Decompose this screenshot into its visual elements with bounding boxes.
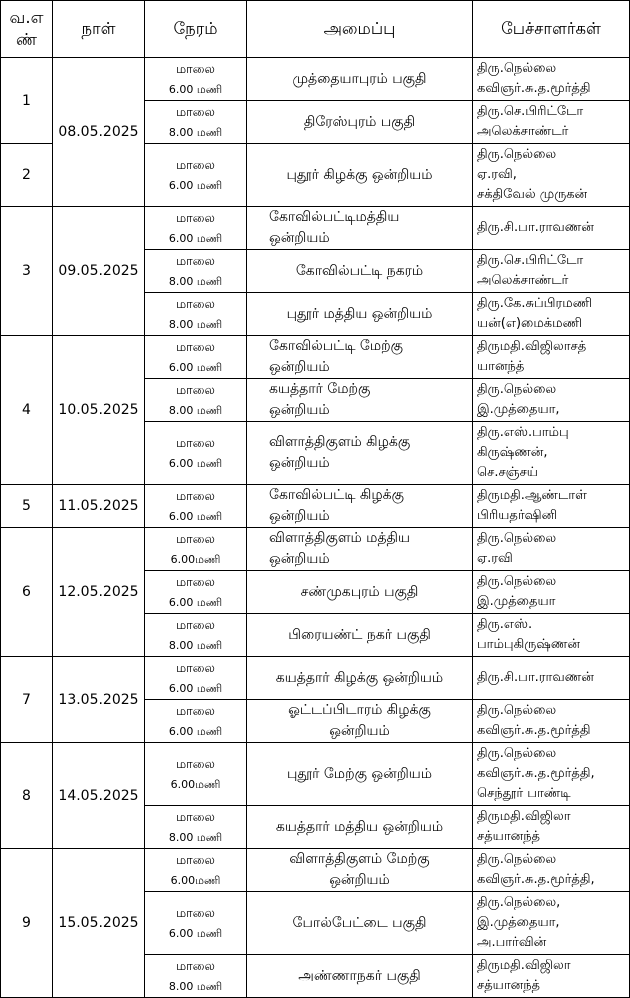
speakers-line: திரு.எஸ்.பாம்பு — [477, 425, 569, 440]
speakers-line: கவிஞர்.சு.த.மூர்த்தி, — [477, 872, 595, 887]
time-cell — [145, 101, 247, 144]
table-row — [1, 528, 630, 571]
speakers-line: திரு.நெல்லை — [477, 574, 557, 589]
speakers-cell — [473, 571, 630, 614]
speakers-line: கவிஞர்.சு.த.மூர்த்தி, — [477, 766, 595, 781]
time-value: 6.00 மணி — [168, 457, 223, 470]
date-cell: 14.05.2025 — [53, 743, 145, 849]
time-label: மாலை — [176, 157, 215, 172]
time-cell — [145, 700, 247, 743]
time-label: மாலை — [176, 703, 215, 718]
time-value: 6.00 மணி — [168, 83, 223, 96]
speakers-cell — [473, 485, 630, 528]
time-value: 6.00மணி — [170, 553, 221, 566]
speakers-line: திரு.நெல்லை — [477, 147, 557, 162]
area-cell — [247, 892, 473, 955]
area-line: ஓட்டப்பிடாரம் கிழக்கு — [288, 702, 431, 718]
header-speakers: பேச்சாளர்கள் — [473, 1, 630, 58]
speakers-line: சக்திவேல் முருகன் — [477, 187, 588, 202]
time-label: மாலை — [176, 574, 215, 589]
time-label: மாலை — [176, 61, 215, 76]
area-cell — [247, 955, 473, 998]
area-line: பிரையண்ட் நகர் பகுதி — [288, 626, 431, 643]
speakers-cell — [473, 806, 630, 849]
time-cell — [145, 379, 247, 422]
time-label: மாலை — [176, 905, 215, 920]
time-label: மாலை — [176, 488, 215, 503]
area-cell — [247, 144, 473, 207]
speakers-line: செ.சஞ்சய் — [477, 465, 538, 480]
date-cell: 12.05.2025 — [53, 528, 145, 657]
serial-cell: 8 — [1, 743, 53, 849]
time-cell — [145, 849, 247, 892]
speakers-line: யானந்த் — [477, 359, 525, 374]
speakers-cell — [473, 849, 630, 892]
speakers-cell — [473, 379, 630, 422]
area-line: ஒன்றியம் — [269, 508, 330, 524]
time-value: 6.00மணி — [170, 874, 221, 887]
area-line: கயத்தார் மேற்கு — [269, 381, 371, 397]
speakers-line: திரு.நெல்லை — [477, 703, 557, 718]
speakers-line: திரு.நெல்லை — [477, 61, 557, 76]
header-time: நேரம் — [145, 1, 247, 58]
speakers-cell — [473, 657, 630, 700]
speakers-line: திரு.கே.சுப்பிரமணி — [477, 296, 593, 311]
time-label: மாலை — [176, 104, 215, 119]
speakers-line: திரு.நெல்லை — [477, 382, 557, 397]
area-line: ஒன்றியம் — [269, 402, 330, 418]
area-cell — [247, 743, 473, 806]
time-value: 8.00 மணி — [168, 639, 223, 652]
speakers-line: கவிஞர்.சு.த.மூர்த்தி — [477, 81, 591, 96]
speakers-cell — [473, 614, 630, 657]
serial-cell: 9 — [1, 849, 53, 998]
speakers-cell — [473, 144, 630, 207]
serial-cell: 5 — [1, 485, 53, 528]
date-cell: 10.05.2025 — [53, 336, 145, 485]
speakers-line: திருமதி.விஜிலா — [477, 809, 571, 824]
speakers-line: திருமதி.விஜிலாசத் — [477, 339, 587, 354]
area-line: விளாத்திகுளம் மத்திய — [269, 530, 411, 546]
time-label: மாலை — [176, 296, 215, 311]
time-label: மாலை — [176, 756, 215, 771]
speakers-cell — [473, 293, 630, 336]
time-value: 8.00 மணி — [168, 980, 223, 993]
speakers-cell — [473, 955, 630, 998]
serial-cell: 3 — [1, 207, 53, 336]
date-cell: 09.05.2025 — [53, 207, 145, 336]
time-label: மாலை — [176, 660, 215, 675]
time-value: 6.00 மணி — [168, 682, 223, 695]
speakers-line: திரு.நெல்லை — [477, 852, 557, 867]
speakers-line: திரு.நெல்லை — [477, 531, 557, 546]
area-line: கயத்தார் மத்திய ஒன்றியம் — [275, 818, 444, 835]
area-line: ஒன்றியம் — [269, 551, 330, 567]
time-cell — [145, 144, 247, 207]
time-label: மாலை — [176, 210, 215, 225]
time-label: மாலை — [176, 958, 215, 973]
header-serial-text: வ.எ ண் — [9, 8, 44, 49]
time-value: 8.00 மணி — [168, 275, 223, 288]
time-label: மாலை — [176, 617, 215, 632]
time-value: 8.00 மணி — [168, 318, 223, 331]
table-row — [1, 485, 630, 528]
header-serial — [1, 1, 53, 58]
serial-cell: 6 — [1, 528, 53, 657]
time-value: 6.00 மணி — [168, 361, 223, 374]
table-row — [1, 849, 630, 892]
serial-cell: 7 — [1, 657, 53, 743]
speakers-line: இ.முத்தையா, — [477, 915, 560, 930]
speakers-line: கிருஷ்ணன், — [477, 445, 548, 460]
time-value: 8.00 மணி — [168, 126, 223, 139]
time-label: மாலை — [176, 435, 215, 450]
date-cell: 11.05.2025 — [53, 485, 145, 528]
speakers-cell — [473, 101, 630, 144]
time-cell — [145, 250, 247, 293]
time-cell — [145, 293, 247, 336]
area-cell — [247, 58, 473, 101]
time-cell — [145, 207, 247, 250]
speakers-line: செந்தூர் பாண்டி — [477, 786, 571, 801]
area-line: கயத்தார் கிழக்கு ஒன்றியம் — [275, 669, 444, 686]
table-row — [1, 58, 630, 101]
speakers-cell — [473, 892, 630, 955]
area-line: ஒன்றியம் — [269, 455, 330, 471]
time-cell — [145, 806, 247, 849]
speakers-line: திரு.எஸ். — [477, 617, 533, 632]
speakers-cell — [473, 250, 630, 293]
area-cell — [247, 379, 473, 422]
area-line: கோவில்பட்டி மேற்கு — [269, 338, 404, 354]
area-cell — [247, 571, 473, 614]
time-cell — [145, 892, 247, 955]
table-row — [1, 743, 630, 806]
time-label: மாலை — [176, 339, 215, 354]
time-cell — [145, 955, 247, 998]
area-line: முத்தையாபுரம் பகுதி — [292, 70, 427, 87]
serial-cell: 4 — [1, 336, 53, 485]
time-cell — [145, 485, 247, 528]
area-line: போல்பேட்டை பகுதி — [292, 914, 427, 931]
date-cell: 15.05.2025 — [53, 849, 145, 998]
area-line: திரேஸ்புரம் பகுதி — [303, 113, 416, 130]
area-cell — [247, 700, 473, 743]
area-cell — [247, 101, 473, 144]
area-cell — [247, 849, 473, 892]
time-value: 6.00மணி — [170, 778, 221, 791]
area-cell — [247, 657, 473, 700]
speakers-line: திரு.செ.பிரிட்டோ — [477, 253, 584, 268]
speakers-line: ஏ.ரவி — [477, 551, 513, 566]
area-cell — [247, 485, 473, 528]
speakers-cell — [473, 58, 630, 101]
time-label: மாலை — [176, 382, 215, 397]
area-cell — [247, 336, 473, 379]
time-value: 8.00 மணி — [168, 831, 223, 844]
speakers-cell — [473, 528, 630, 571]
speakers-line: இ.முத்தையா — [477, 594, 556, 609]
area-cell — [247, 806, 473, 849]
date-cell: 08.05.2025 — [53, 58, 145, 207]
time-value: 6.00 மணி — [168, 232, 223, 245]
speakers-cell — [473, 743, 630, 806]
speakers-line: திருமதி.ஆண்டாள் — [477, 488, 587, 503]
time-cell — [145, 657, 247, 700]
speakers-line: திரு.சி.பா.ராவணன் — [477, 670, 594, 685]
speakers-line: அலெக்சாண்டர் — [477, 124, 569, 139]
speakers-line: திருமதி.விஜிலா — [477, 958, 571, 973]
speakers-line: யன்(எ)மைக்மணி — [477, 316, 582, 331]
speakers-line: அ.பார்வின் — [477, 935, 547, 950]
speakers-cell — [473, 422, 630, 485]
speakers-line: சத்யானந்த் — [477, 978, 541, 993]
speakers-line: திரு.சி.பா.ராவணன் — [477, 220, 594, 235]
speakers-line: சத்யானந்த் — [477, 829, 541, 844]
time-cell — [145, 571, 247, 614]
time-cell — [145, 614, 247, 657]
time-value: 8.00 மணி — [168, 404, 223, 417]
area-line: விளாத்திகுளம் கிழக்கு — [269, 434, 411, 450]
speakers-line: அலெக்சாண்டர் — [477, 273, 569, 288]
area-line: ஒன்றியம் — [269, 359, 330, 375]
area-line: கோவில்பட்டிமத்திய — [269, 209, 400, 225]
header-row — [1, 1, 630, 58]
time-cell — [145, 422, 247, 485]
header-area: அமைப்பு — [247, 1, 473, 58]
speakers-cell — [473, 207, 630, 250]
time-label: மாலை — [176, 531, 215, 546]
serial-cell: 2 — [1, 144, 53, 207]
time-value: 6.00 மணி — [168, 927, 223, 940]
time-cell — [145, 336, 247, 379]
speakers-cell — [473, 336, 630, 379]
table-row — [1, 336, 630, 379]
speakers-line: திரு.செ.பிரிட்டோ — [477, 104, 584, 119]
area-cell — [247, 528, 473, 571]
time-value: 6.00 மணி — [168, 179, 223, 192]
area-line: கோவில்பட்டி கிழக்கு — [269, 487, 404, 503]
speakers-cell — [473, 700, 630, 743]
time-cell — [145, 528, 247, 571]
area-line: புதூர் மத்திய ஒன்றியம் — [286, 305, 433, 322]
speakers-line: பிரியதர்ஷினி — [477, 508, 558, 523]
time-cell — [145, 743, 247, 806]
area-line: அண்ணாநகர் பகுதி — [298, 967, 421, 984]
time-label: மாலை — [176, 852, 215, 867]
time-value: 6.00 மணி — [168, 510, 223, 523]
area-line: ஒன்றியம் — [329, 872, 390, 888]
table-row — [1, 657, 630, 700]
time-value: 6.00 மணி — [168, 596, 223, 609]
serial-cell: 1 — [1, 58, 53, 144]
header-date: நாள் — [53, 1, 145, 58]
time-label: மாலை — [176, 253, 215, 268]
speakers-line: திரு.நெல்லை — [477, 746, 557, 761]
area-line: கோவில்பட்டி நகரம் — [295, 262, 424, 279]
time-label: மாலை — [176, 809, 215, 824]
area-line: சண்முகபுரம் பகுதி — [300, 583, 419, 600]
time-value: 6.00 மணி — [168, 725, 223, 738]
area-cell — [247, 207, 473, 250]
speakers-line: திரு.நெல்லை, — [477, 895, 561, 910]
area-cell — [247, 293, 473, 336]
area-cell — [247, 250, 473, 293]
speakers-line: கவிஞர்.சு.த.மூர்த்தி — [477, 723, 591, 738]
area-line: புதூர் கிழக்கு ஒன்றியம் — [286, 166, 433, 183]
area-cell — [247, 422, 473, 485]
speakers-line: பாம்புகிருஷ்ணன் — [477, 637, 580, 652]
area-line: விளாத்திகுளம் மேற்கு — [289, 851, 430, 867]
speakers-line: இ.முத்தையா, — [477, 402, 560, 417]
area-cell — [247, 614, 473, 657]
speakers-line: ஏ.ரவி, — [477, 167, 517, 182]
date-cell: 13.05.2025 — [53, 657, 145, 743]
area-line: ஒன்றியம் — [329, 723, 390, 739]
area-line: ஒன்றியம் — [269, 230, 330, 246]
area-line: புதூர் மேற்கு ஒன்றியம் — [286, 765, 433, 782]
table-row — [1, 207, 630, 250]
time-cell — [145, 58, 247, 101]
